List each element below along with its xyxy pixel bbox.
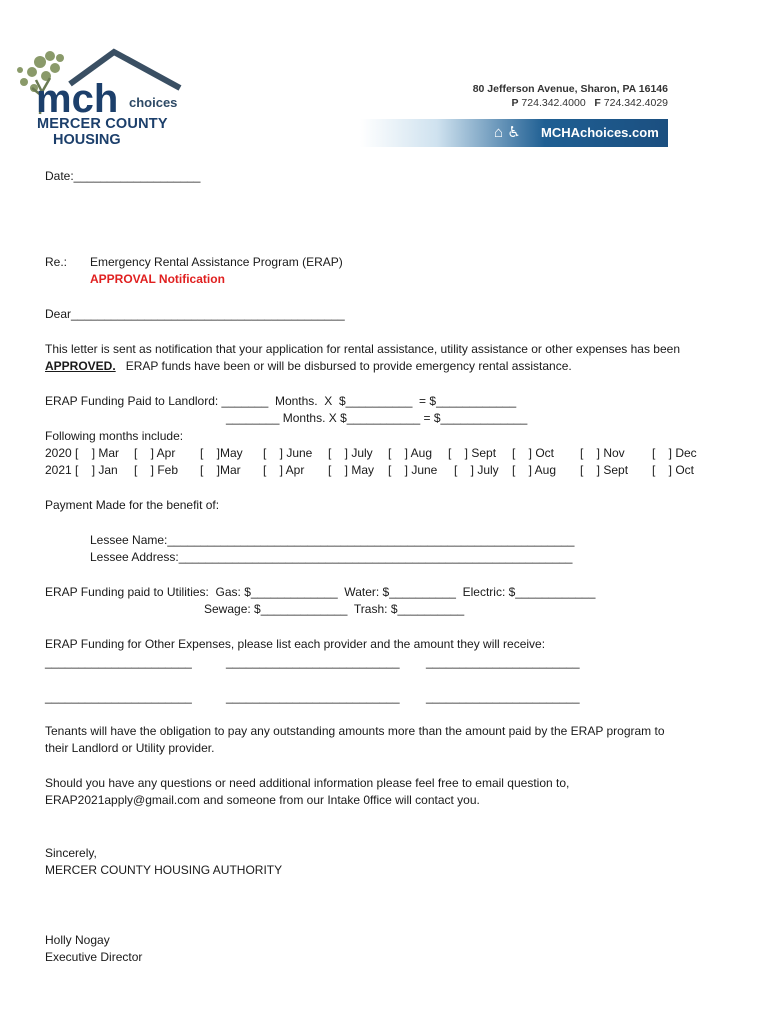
obligation-line2: their Landlord or Utility provider. [45,741,215,755]
month-2021-may[interactable]: [ ] May [328,463,375,477]
month-2021-apr[interactable]: [ ] Apr [263,463,305,477]
month-2020-oct[interactable]: [ ] Oct [512,446,555,460]
month-2021-feb[interactable]: [ ] Feb [134,463,179,477]
header-phones [511,96,668,110]
logo-choices-text: choices [129,95,178,110]
header-address: 80 Jefferson Avenue, Sharon, PA 16146 [472,83,668,95]
lessee-address-field[interactable]: Lessee Address:___________________________________________________________ [90,550,573,564]
month-2020-mar[interactable]: 2020 [ ] Mar [45,446,120,460]
date-line[interactable]: Date:___________________ [45,169,201,183]
months-intro: Following months include: [45,429,184,443]
phone-number: 724.342.4000 [521,97,586,109]
approval-status: APPROVAL Notification [90,272,225,286]
website-link[interactable]: MCHAchoices.com [541,125,659,140]
landlord-funding-line2[interactable]: ________ Months. X $___________ = $_____________ [226,411,528,425]
phone-prefix: P [511,97,519,109]
other-provider-blank-2c[interactable]: _______________________ [426,690,580,704]
landlord-funding-line1[interactable]: ERAP Funding Paid to Landlord: _______ Months. X $__________ = $____________ [45,394,517,408]
questions-line2: ERAP2021apply@gmail.com and someone from our Intake 0ffice will contact you. [45,793,480,807]
month-2020-july[interactable]: [ ] July [328,446,373,460]
month-2020-apr[interactable]: [ ] Apr [134,446,176,460]
utilities-line1[interactable]: ERAP Funding paid to Utilities: Gas: $_____________ Water: $__________ Electric: $____________ [45,585,596,599]
fax-prefix: F [594,97,601,109]
month-2020-sept[interactable]: [ ] Sept [448,446,497,460]
header-icons [494,124,521,142]
utilities-line2[interactable]: Sewage: $_____________ Trash: $__________ [204,602,465,616]
month-2020-aug[interactable]: [ ] Aug [388,446,433,460]
month-2021-mar[interactable]: [ ]Mar [200,463,241,477]
other-provider-blank-1c[interactable]: _______________________ [426,655,580,669]
month-2021-sept[interactable]: [ ] Sept [580,463,629,477]
obligation-line1: Tenants will have the obligation to pay any outstanding amounts more than the amount paid by the ERAP program to [45,724,665,738]
month-2021-july[interactable]: [ ] July [454,463,499,477]
other-provider-blank-2b[interactable]: __________________________ [226,690,400,704]
other-provider-blank-1b[interactable]: __________________________ [226,655,400,669]
intro-line2-rest: ERAP funds have been or will be disbursed to provide emergency rental assistance. [115,359,572,373]
month-2020-nov[interactable]: [ ] Nov [580,446,625,460]
re-subject: Emergency Rental Assistance Program (ERAP) [90,255,343,269]
logo-org-line1: MERCER COUNTY [37,116,168,132]
logo-org-line2: HOUSING [53,132,121,148]
benefit-intro: Payment Made for the benefit of: [45,498,220,512]
other-provider-blank-1a[interactable]: ______________________ [45,655,192,669]
lessee-name-field[interactable]: Lessee Name:_____________________________________________________________ [90,533,575,547]
accessibility-icon: ♿ [507,124,521,141]
salutation-line[interactable]: Dear_________________________________________ [45,307,345,321]
month-2021-oct[interactable]: [ ] Oct [652,463,695,477]
authority-name: MERCER COUNTY HOUSING AUTHORITY [45,863,283,877]
other-provider-blank-2a[interactable]: ______________________ [45,690,192,704]
questions-line1: Should you have any questions or need additional information please feel free to email question to, [45,776,570,790]
signer-name: Holly Nogay [45,933,110,947]
month-2021-jan[interactable]: 2021 [ ] Jan [45,463,118,477]
month-2021-june[interactable]: [ ] June [388,463,438,477]
fax-number: 724.342.4029 [603,97,668,109]
month-2020-may[interactable]: [ ]May [200,446,243,460]
re-label: Re.: [45,255,68,269]
intro-line2 [45,358,572,375]
equal-housing-icon: ⌂ [494,124,504,141]
approved-word: APPROVED. [45,359,116,373]
closing: Sincerely, [45,846,97,860]
intro-line1: This letter is sent as notification that your application for rental assistance, utility assistance or other expenses has been [45,342,681,356]
month-2021-aug[interactable]: [ ] Aug [512,463,557,477]
other-expenses-intro: ERAP Funding for Other Expenses, please list each provider and the amount they will receive: [45,637,546,651]
month-2020-dec[interactable]: [ ] Dec [652,446,697,460]
month-2020-june[interactable]: [ ] June [263,446,313,460]
svg-text:mch: mch [36,77,119,121]
signer-title: Executive Director [45,950,143,964]
